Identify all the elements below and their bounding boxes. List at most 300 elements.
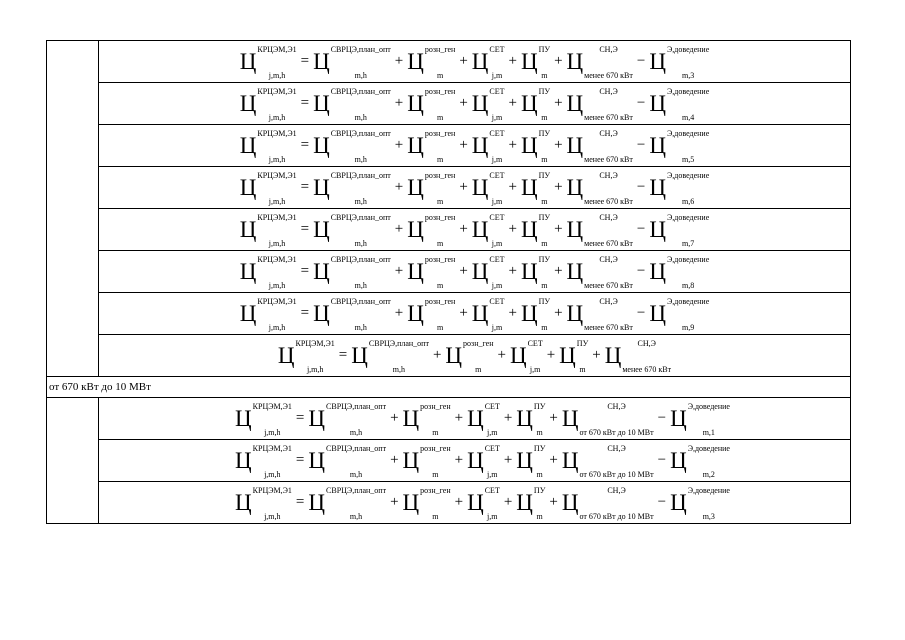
rozn-gen-price-subscript: m	[436, 238, 444, 248]
dovedenie-price-superscript: Э,доведение	[666, 296, 710, 306]
sn-price-subscript: менее 670 кВт	[584, 322, 633, 332]
pu-price	[521, 128, 551, 164]
dovedenie-price	[649, 212, 710, 248]
left-column-cell	[47, 398, 99, 524]
table-row	[47, 125, 851, 167]
formula	[235, 401, 730, 437]
rozn-gen-price-subscript: m	[436, 154, 444, 164]
price-symbol: Ц	[649, 91, 666, 116]
rozn-gen-price	[402, 443, 451, 479]
lhs-price-subscript: j,m,h	[268, 112, 286, 122]
svrc-price-superscript: СВРЦЭ,план_опт	[368, 338, 429, 348]
set-price-superscript: СЕТ	[489, 212, 505, 222]
price-symbol: Ц	[649, 175, 666, 200]
dovedenie-price	[670, 443, 730, 479]
svrc-price	[313, 254, 391, 290]
plus-sign: +	[508, 137, 517, 153]
svrc-price	[313, 212, 391, 248]
pu-price-superscript: ПУ	[538, 86, 551, 96]
formula-table	[46, 40, 851, 524]
set-price-superscript: СЕТ	[489, 44, 505, 54]
lhs-price	[239, 86, 297, 122]
pu-price-superscript: ПУ	[533, 401, 546, 411]
rozn-gen-price	[445, 338, 494, 374]
lhs-price-subscript: j,m,h	[264, 511, 281, 521]
formula-cell	[99, 41, 851, 83]
set-price-subscript: j,m	[487, 469, 498, 479]
minus-sign: −	[657, 452, 667, 468]
pu-price	[521, 86, 551, 122]
price-symbol: Ц	[670, 448, 687, 473]
plus-sign: +	[549, 494, 558, 510]
price-symbol: Ц	[239, 175, 257, 200]
price-symbol: Ц	[402, 406, 420, 431]
minus-sign: −	[636, 179, 646, 195]
plus-sign: +	[508, 53, 517, 69]
pu-price-superscript: ПУ	[533, 443, 546, 453]
set-price-subscript: j,m	[491, 154, 503, 164]
svrc-price-subscript: m,h	[354, 196, 367, 206]
price-symbol: Ц	[471, 301, 489, 326]
lhs-price-superscript: КРЦЭМ,Э1	[257, 128, 297, 138]
price-symbol: Ц	[407, 49, 424, 74]
plus-sign: +	[508, 305, 517, 321]
svrc-price	[308, 401, 387, 437]
svrc-price-superscript: СВРЦЭ,план_опт	[330, 128, 391, 138]
pu-price-superscript: ПУ	[538, 296, 551, 306]
equals-sign: =	[295, 410, 305, 426]
sn-price-subscript: менее 670 кВт	[584, 70, 633, 80]
table-row	[47, 167, 851, 209]
pu-price-subscript: m	[579, 364, 586, 374]
rozn-gen-price	[407, 86, 456, 122]
pu-price	[521, 296, 551, 332]
price-symbol: Ц	[239, 91, 257, 116]
sn-price	[561, 401, 654, 437]
dovedenie-price-superscript: Э,доведение	[666, 128, 710, 138]
lhs-price-superscript: КРЦЭМ,Э1	[257, 254, 297, 264]
price-symbol: Ц	[235, 490, 252, 515]
lhs-price	[239, 170, 297, 206]
formula	[239, 128, 710, 164]
rozn-gen-price-subscript: m	[436, 112, 444, 122]
rozn-gen-price	[402, 401, 451, 437]
svrc-price	[308, 485, 387, 521]
plus-sign: +	[454, 410, 464, 426]
svrc-price	[313, 86, 391, 122]
set-price-superscript: СЕТ	[484, 485, 500, 495]
plus-sign: +	[390, 494, 399, 510]
dovedenie-price-superscript: Э,доведение	[687, 485, 730, 495]
set-price	[471, 296, 505, 332]
sn-price-subscript: менее 670 кВт	[622, 364, 672, 374]
lhs-price-superscript: КРЦЭМ,Э1	[257, 44, 297, 54]
pu-price-subscript: m	[541, 154, 548, 164]
sn-price-subscript: от 670 кВт до 10 МВт	[579, 511, 654, 521]
dovedenie-price-subscript: m,7	[682, 238, 695, 248]
plus-sign: +	[454, 494, 464, 510]
set-price-superscript: СЕТ	[484, 443, 500, 453]
svrc-price-superscript: СВРЦЭ,план_опт	[330, 254, 391, 264]
set-price-subscript: j,m	[529, 364, 541, 374]
plus-sign: +	[508, 263, 517, 279]
formula	[239, 212, 710, 248]
table-row	[47, 482, 851, 524]
dovedenie-price-superscript: Э,доведение	[687, 401, 730, 411]
sn-price-subscript: менее 670 кВт	[584, 112, 633, 122]
equals-sign: =	[300, 263, 310, 279]
equals-sign: =	[300, 179, 310, 195]
dovedenie-price-superscript: Э,доведение	[666, 254, 710, 264]
rozn-gen-price	[407, 296, 456, 332]
set-price	[471, 254, 505, 290]
price-symbol: Ц	[313, 301, 330, 326]
pu-price	[559, 338, 589, 374]
price-symbol: Ц	[239, 301, 257, 326]
plus-sign: +	[394, 221, 404, 237]
dovedenie-price	[670, 485, 730, 521]
price-symbol: Ц	[471, 91, 489, 116]
plus-sign: +	[459, 137, 468, 153]
price-symbol: Ц	[402, 490, 420, 515]
pu-price-subscript: m	[541, 280, 548, 290]
dovedenie-price-subscript: m,3	[682, 70, 695, 80]
rozn-gen-price	[402, 485, 451, 521]
plus-sign: +	[554, 221, 563, 237]
lhs-price-subscript: j,m,h	[264, 427, 281, 437]
plus-sign: +	[432, 347, 442, 363]
sn-price-superscript: СН,Э	[599, 254, 618, 264]
svrc-price	[313, 44, 391, 80]
dovedenie-price-subscript: m,1	[702, 427, 715, 437]
rozn-gen-price-superscript: розн_ген	[463, 338, 494, 348]
price-symbol: Ц	[313, 133, 330, 158]
plus-sign: +	[508, 95, 517, 111]
rozn-gen-price-subscript: m	[436, 280, 444, 290]
plus-sign: +	[394, 95, 404, 111]
pu-price	[516, 401, 546, 437]
price-symbol: Ц	[445, 343, 463, 368]
set-price	[467, 401, 500, 437]
table-row	[47, 293, 851, 335]
formula-cell	[99, 167, 851, 209]
price-symbol: Ц	[649, 259, 666, 284]
pu-price-superscript: ПУ	[533, 485, 546, 495]
rozn-gen-price-subscript: m	[436, 196, 444, 206]
price-symbol: Ц	[313, 217, 330, 242]
formula	[239, 170, 710, 206]
rozn-gen-price	[407, 44, 456, 80]
sn-price-subscript: менее 670 кВт	[584, 196, 633, 206]
svrc-price-subscript: m,h	[354, 70, 367, 80]
dovedenie-price-superscript: Э,доведение	[666, 44, 710, 54]
table-row	[47, 398, 851, 440]
svrc-price-superscript: СВРЦЭ,план_опт	[330, 212, 391, 222]
price-symbol: Ц	[566, 259, 584, 284]
price-symbol: Ц	[239, 217, 257, 242]
svrc-price-superscript: СВРЦЭ,план_опт	[326, 485, 387, 495]
table-row	[47, 377, 851, 398]
table-row	[47, 335, 851, 377]
set-price	[471, 170, 505, 206]
price-symbol: Ц	[235, 448, 252, 473]
price-symbol: Ц	[561, 448, 579, 473]
set-price	[509, 338, 543, 374]
dovedenie-price	[649, 296, 710, 332]
pu-price	[516, 443, 546, 479]
price-symbol: Ц	[407, 175, 424, 200]
formula	[235, 443, 730, 479]
plus-sign: +	[554, 95, 563, 111]
dovedenie-price-superscript: Э,доведение	[666, 86, 710, 96]
set-price-subscript: j,m	[491, 238, 503, 248]
price-symbol: Ц	[521, 133, 538, 158]
dovedenie-price	[649, 170, 710, 206]
sn-price-superscript: СН,Э	[599, 212, 618, 222]
lhs-price-superscript: КРЦЭМ,Э1	[257, 86, 297, 96]
rozn-gen-price	[407, 170, 456, 206]
set-price-superscript: СЕТ	[489, 86, 505, 96]
lhs-price-subscript: j,m,h	[268, 70, 286, 80]
lhs-price-superscript: КРЦЭМ,Э1	[257, 212, 297, 222]
pu-price	[521, 212, 551, 248]
svrc-price	[313, 128, 391, 164]
price-symbol: Ц	[313, 91, 330, 116]
price-symbol: Ц	[649, 133, 666, 158]
svrc-price-subscript: m,h	[392, 364, 406, 374]
plus-sign: +	[459, 53, 468, 69]
plus-sign: +	[394, 263, 404, 279]
rozn-gen-price-superscript: розн_ген	[424, 254, 456, 264]
lhs-price	[235, 443, 292, 479]
set-price	[471, 44, 505, 80]
sn-price-superscript: СН,Э	[599, 128, 618, 138]
plus-sign: +	[546, 347, 556, 363]
dovedenie-price	[649, 86, 710, 122]
svrc-price	[351, 338, 429, 374]
set-price-superscript: СЕТ	[489, 254, 505, 264]
svrc-price-superscript: СВРЦЭ,план_опт	[330, 170, 391, 180]
rozn-gen-price-superscript: розн_ген	[420, 401, 451, 411]
price-symbol: Ц	[670, 490, 687, 515]
minus-sign: −	[636, 53, 646, 69]
price-symbol: Ц	[670, 406, 687, 431]
set-price-superscript: СЕТ	[489, 296, 505, 306]
set-price	[467, 485, 500, 521]
table-row	[47, 83, 851, 125]
plus-sign: +	[554, 179, 563, 195]
dovedenie-price-subscript: m,9	[682, 322, 695, 332]
pu-price	[521, 254, 551, 290]
lhs-price-superscript: КРЦЭМ,Э1	[257, 170, 297, 180]
dovedenie-price-subscript: m,8	[682, 280, 695, 290]
dovedenie-price	[649, 128, 710, 164]
table-row	[47, 41, 851, 83]
formula-cell	[99, 251, 851, 293]
sn-price-superscript: СН,Э	[607, 485, 626, 495]
plus-sign: +	[503, 452, 513, 468]
price-symbol: Ц	[566, 175, 584, 200]
price-symbol: Ц	[351, 343, 368, 368]
dovedenie-price-subscript: m,2	[702, 469, 715, 479]
minus-sign: −	[636, 221, 646, 237]
svrc-price-subscript: m,h	[349, 469, 363, 479]
dovedenie-price-subscript: m,5	[682, 154, 695, 164]
price-symbol: Ц	[559, 343, 576, 368]
plus-sign: +	[554, 305, 563, 321]
pu-price-superscript: ПУ	[538, 128, 551, 138]
sn-price-subscript: менее 670 кВт	[584, 154, 633, 164]
set-price	[471, 212, 505, 248]
svrc-price-subscript: m,h	[354, 280, 367, 290]
lhs-price	[239, 254, 297, 290]
sn-price-superscript: СН,Э	[607, 443, 626, 453]
sn-price	[566, 44, 633, 80]
lhs-price-superscript: КРЦЭМ,Э1	[252, 443, 292, 453]
svrc-price-superscript: СВРЦЭ,план_опт	[330, 86, 391, 96]
price-symbol: Ц	[561, 490, 579, 515]
svrc-price-superscript: СВРЦЭ,план_опт	[330, 296, 391, 306]
lhs-price-subscript: j,m,h	[264, 469, 281, 479]
dovedenie-price-subscript: m,3	[702, 511, 715, 521]
price-symbol: Ц	[308, 490, 326, 515]
formula-cell	[99, 83, 851, 125]
price-symbol: Ц	[239, 133, 257, 158]
formula-cell	[99, 125, 851, 167]
sn-price	[566, 128, 633, 164]
price-symbol: Ц	[277, 343, 295, 368]
plus-sign: +	[503, 410, 513, 426]
formula-cell	[99, 398, 851, 440]
dovedenie-price-superscript: Э,доведение	[687, 443, 730, 453]
price-symbol: Ц	[566, 133, 584, 158]
equals-sign: =	[338, 347, 348, 363]
equals-sign: =	[300, 53, 310, 69]
rozn-gen-price-subscript: m	[436, 70, 444, 80]
equals-sign: =	[295, 452, 305, 468]
price-symbol: Ц	[566, 49, 584, 74]
plus-sign: +	[459, 221, 468, 237]
equals-sign: =	[300, 305, 310, 321]
formula	[235, 485, 730, 521]
formula-cell	[99, 209, 851, 251]
set-price-superscript: СЕТ	[527, 338, 543, 348]
dovedenie-price-subscript: m,4	[682, 112, 695, 122]
lhs-price-subscript: j,m,h	[268, 322, 286, 332]
set-price-subscript: j,m	[491, 112, 503, 122]
price-symbol: Ц	[649, 49, 666, 74]
formula	[239, 86, 710, 122]
plus-sign: +	[394, 53, 404, 69]
minus-sign: −	[657, 494, 667, 510]
rozn-gen-price-superscript: розн_ген	[424, 86, 456, 96]
rozn-gen-price-subscript: m	[475, 364, 482, 374]
set-price	[471, 128, 505, 164]
pu-price-subscript: m	[536, 427, 543, 437]
price-symbol: Ц	[239, 259, 257, 284]
minus-sign: −	[636, 263, 646, 279]
plus-sign: +	[554, 53, 563, 69]
set-price-subscript: j,m	[491, 70, 503, 80]
plus-sign: +	[390, 410, 399, 426]
rozn-gen-price	[407, 254, 456, 290]
price-symbol: Ц	[467, 490, 484, 515]
price-symbol: Ц	[471, 133, 489, 158]
price-symbol: Ц	[521, 259, 538, 284]
formula-cell	[99, 335, 851, 377]
sn-price-subscript: от 670 кВт до 10 МВт	[579, 427, 654, 437]
rozn-gen-price-superscript: розн_ген	[420, 485, 451, 495]
plus-sign: +	[459, 305, 468, 321]
sn-price-superscript: СН,Э	[637, 338, 656, 348]
plus-sign: +	[459, 95, 468, 111]
sn-price-superscript: СН,Э	[599, 44, 618, 54]
plus-sign: +	[394, 137, 404, 153]
price-symbol: Ц	[407, 217, 424, 242]
sn-price	[566, 170, 633, 206]
pu-price-superscript: ПУ	[576, 338, 589, 348]
price-symbol: Ц	[308, 406, 326, 431]
set-price-superscript: СЕТ	[489, 170, 505, 180]
price-symbol: Ц	[313, 259, 330, 284]
price-symbol: Ц	[235, 406, 252, 431]
lhs-price-subscript: j,m,h	[268, 154, 286, 164]
svrc-price-subscript: m,h	[349, 511, 363, 521]
rozn-gen-price	[407, 128, 456, 164]
price-symbol: Ц	[521, 301, 538, 326]
rozn-gen-price-superscript: розн_ген	[424, 212, 456, 222]
lhs-price	[277, 338, 335, 374]
formula	[277, 338, 672, 374]
set-price-superscript: СЕТ	[489, 128, 505, 138]
pu-price-superscript: ПУ	[538, 44, 551, 54]
equals-sign: =	[300, 221, 310, 237]
price-symbol: Ц	[407, 91, 424, 116]
plus-sign: +	[503, 494, 513, 510]
plus-sign: +	[459, 263, 468, 279]
price-symbol: Ц	[308, 448, 326, 473]
lhs-price-subscript: j,m,h	[268, 196, 286, 206]
lhs-price-superscript: КРЦЭМ,Э1	[252, 401, 292, 411]
price-symbol: Ц	[407, 259, 424, 284]
sn-price	[566, 212, 633, 248]
plus-sign: +	[554, 263, 563, 279]
price-symbol: Ц	[521, 175, 538, 200]
plus-sign: +	[390, 452, 399, 468]
price-symbol: Ц	[407, 301, 424, 326]
dovedenie-price	[649, 254, 710, 290]
rozn-gen-price-subscript: m	[432, 469, 439, 479]
formula	[239, 296, 710, 332]
price-symbol: Ц	[516, 406, 533, 431]
price-symbol: Ц	[566, 91, 584, 116]
dovedenie-price	[670, 401, 730, 437]
set-price	[467, 443, 500, 479]
set-price-subscript: j,m	[491, 322, 503, 332]
price-symbol: Ц	[521, 217, 538, 242]
plus-sign: +	[592, 347, 601, 363]
lhs-price	[239, 296, 297, 332]
set-price	[471, 86, 505, 122]
plus-sign: +	[454, 452, 464, 468]
price-symbol: Ц	[516, 448, 533, 473]
svrc-price-subscript: m,h	[354, 154, 367, 164]
lhs-price	[235, 485, 292, 521]
lhs-price-subscript: j,m,h	[268, 238, 286, 248]
lhs-price-superscript: КРЦЭМ,Э1	[252, 485, 292, 495]
equals-sign: =	[295, 494, 305, 510]
sn-price	[604, 338, 672, 374]
